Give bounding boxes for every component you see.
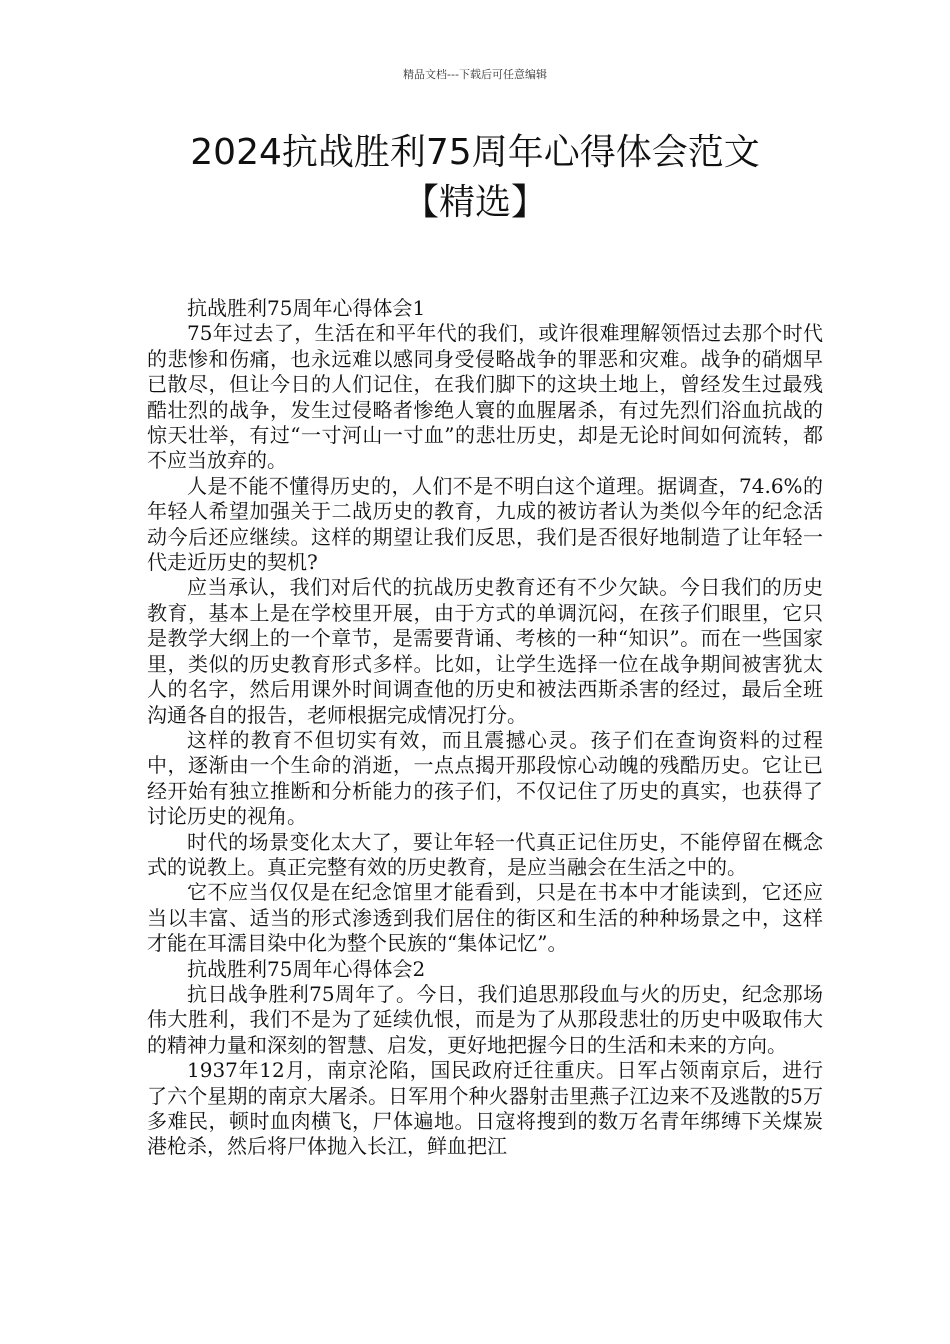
paragraph: 它不应当仅仅是在纪念馆里才能看到，只是在书本中才能读到，它还应当以丰富、适当的形式渗透到我们居住的街区和生活的种种场景之中，这样才能在耳濡目染中化为整个民族的“集体记忆”。: [147, 880, 823, 956]
document-body: [147, 296, 823, 1160]
paragraph: 抗日战争胜利75周年了。今日，我们追思那段血与火的历史，纪念那场伟大胜利，我们不是为了延续仇恨，而是为了从那段悲壮的历史中吸取伟大的精神力量和深刻的智慧、启发，更好地把握今日的生活和未来的方向。: [147, 981, 823, 1057]
document-title: [80, 128, 870, 228]
section-heading: 抗战胜利75周年心得体会1: [187, 296, 426, 320]
paragraph: 这样的教育不但切实有效，而且震撼心灵。孩子们在查询资料的过程中，逐渐由一个生命的消逝，一点点揭开那段惊心动魄的残酷历史。它让已经开始有独立推断和分析能力的孩子们，不仅记住了历史的真实，也获得了讨论历史的视角。: [147, 727, 823, 829]
paragraph: 应当承认，我们对后代的抗战历史教育还有不少欠缺。今日我们的历史教育，基本上是在学校里开展，由于方式的单调沉闷，在孩子们眼里，它只是教学大纲上的一个章节，是需要背诵、考核的一种“知识”。而在一些国家里，类似的历史教育形式多样。比如，让学生选择一位在战争期间被害犹太人的名字，然后用课外时间调查他的历史和被法西斯杀害的经过，最后全班沟通各自的报告，老师根据完成情况打分。: [147, 575, 823, 727]
title-line-2: 【精选】: [402, 182, 547, 223]
paragraph: 人是不能不懂得历史的，人们不是不明白这个道理。据调查，74.6%的年轻人希望加强关于二战历史的教育，九成的被访者认为类似今年的纪念活动今后还应继续。这样的期望让我们反思，我们是否很好地制造了让年轻一代走近历史的契机?: [147, 473, 823, 575]
paragraph: 75年过去了，生活在和平年代的我们，或许很难理解领悟过去那个时代的悲惨和伤痛，也永远难以感同身受侵略战争的罪恶和灾难。战争的硝烟早已散尽，但让今日的人们记住，在我们脚下的这块土地上，曾经发生过最残酷壮烈的战争，发生过侵略者惨绝人寰的血腥屠杀，有过先烈们浴血抗战的惊天壮举，有过“一寸河山一寸血”的悲壮历史，却是无论时间如何流转，都不应当放弃的。: [147, 321, 823, 473]
paragraph: 时代的场景变化太大了，要让年轻一代真正记住历史，不能停留在概念式的说教上。真正完整有效的历史教育，是应当融会在生活之中的。: [147, 829, 823, 879]
section-heading: 抗战胜利75周年心得体会2: [187, 956, 426, 981]
title-line-1: 2024抗战胜利75周年心得体会范文: [190, 132, 760, 173]
header-note: 精品文档---下载后可任意编辑: [403, 68, 547, 81]
paragraph: 1937年12月，南京沦陷，国民政府迁往重庆。日军占领南京后，进行了六个星期的南京大屠杀。日军用个种火器射击里燕子江边来不及逃散的5万多难民，顿时血肉横飞，尸体遍地。日寇将搜到的数万名青年绑缚下关煤炭港枪杀，然后将尸体抛入长江，鲜血把江: [147, 1058, 823, 1159]
